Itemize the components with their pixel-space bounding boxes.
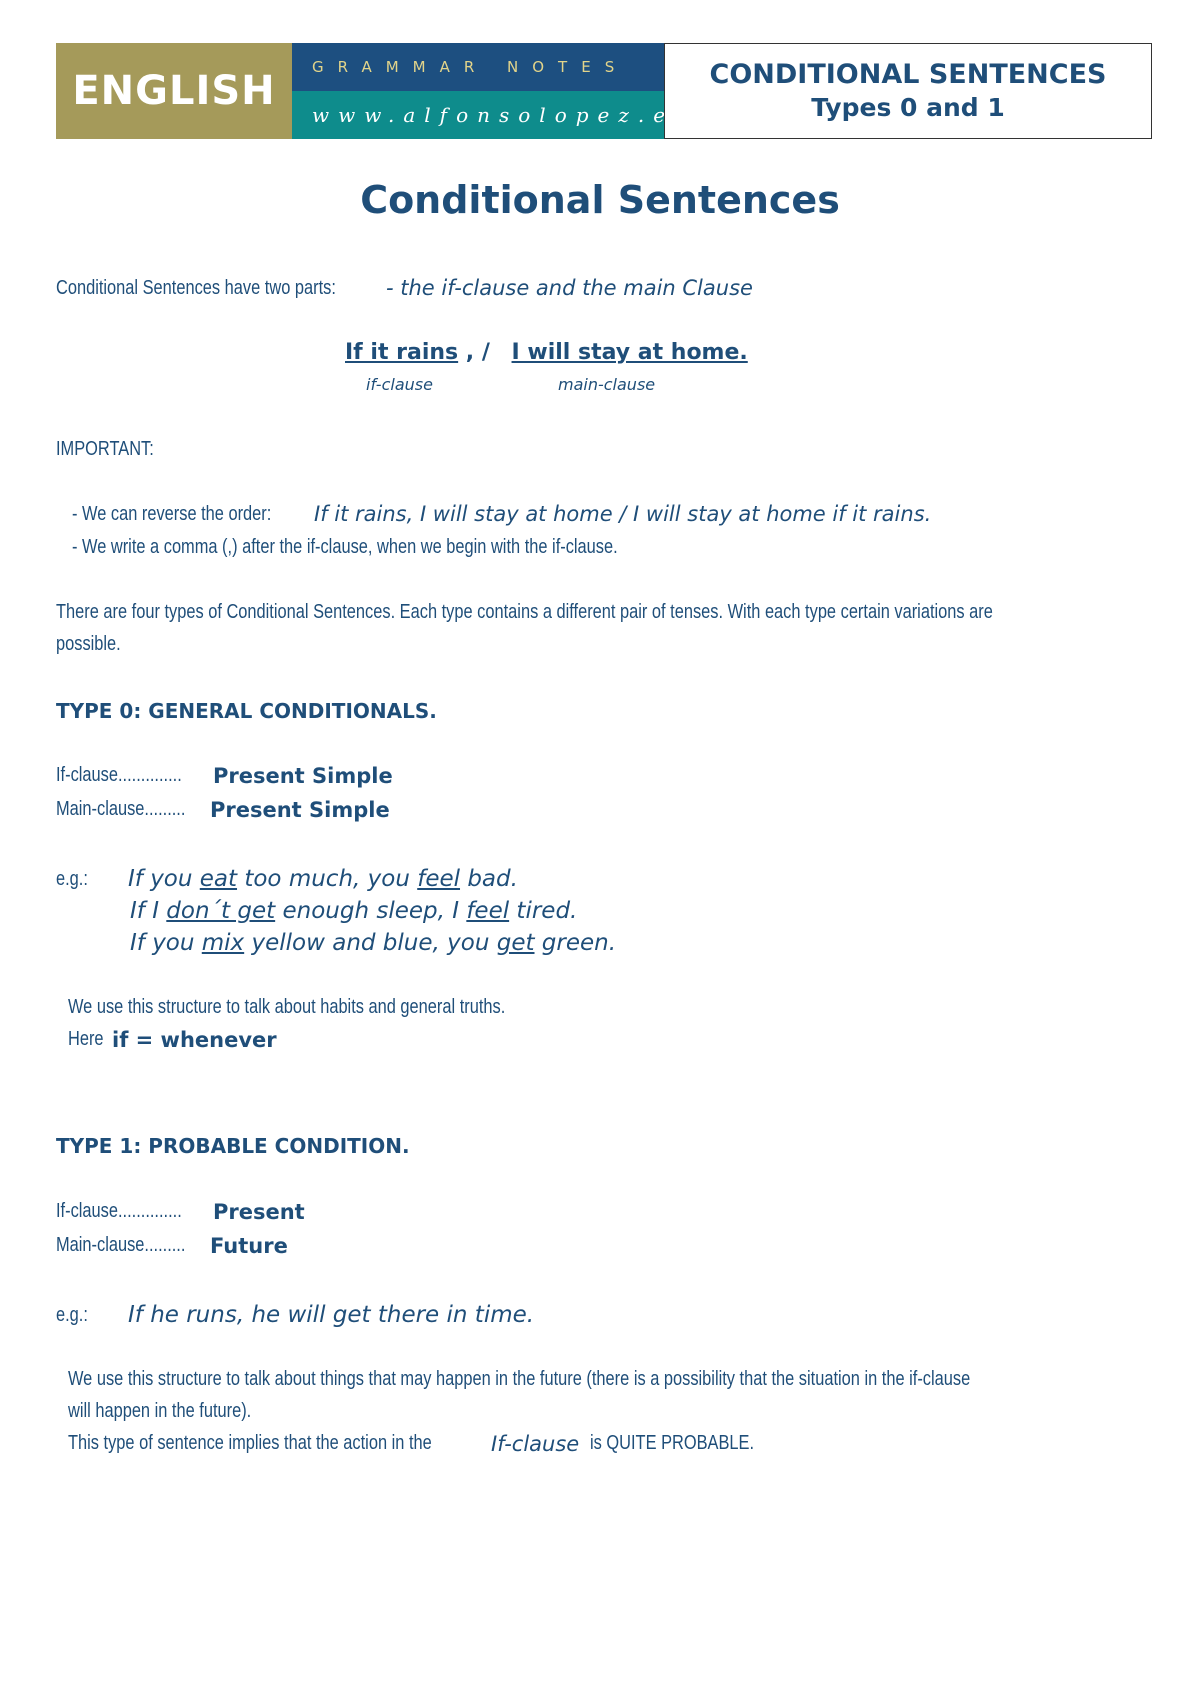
type0-eg-label: e.g.: (56, 868, 88, 890)
types-intro-line1: There are four types of Conditional Sentences. Each type contains a different pair of tenses. With each type certain variations are (56, 601, 993, 623)
ex-text: yellow and blue, you (244, 930, 497, 956)
header-english-label: ENGLISH (72, 68, 276, 114)
important-line2: - We write a comma (,) after the if-clause, when we begin with the if-clause. (72, 536, 618, 558)
important-label: IMPORTANT: (56, 438, 154, 460)
type1-main-row (56, 1234, 214, 1257)
type0-main-row (56, 798, 214, 821)
type0-heading: TYPE 0: GENERAL CONDITIONALS. (56, 699, 437, 723)
types-intro-line2: possible. (56, 633, 121, 655)
header-topic-box (664, 43, 1152, 139)
type0-here-bold: if = whenever (112, 1028, 277, 1052)
ex-verb: get (496, 930, 535, 956)
ex-text: If you (128, 866, 200, 892)
ex-text: too much, you (237, 866, 418, 892)
type0-example-3 (130, 930, 616, 956)
intro-parts: - the if-clause and the main Clause (386, 276, 753, 300)
type0-here-prefix: Here (68, 1028, 104, 1050)
example-main-label: main-clause (558, 375, 656, 394)
type0-main-tense: Present Simple (210, 798, 390, 822)
example-separator: , / (458, 340, 490, 365)
ex-verb: feel (417, 866, 461, 892)
ex-text: bad. (460, 866, 518, 892)
ex-verb: don´t get (166, 898, 276, 924)
ex-text: tired. (509, 898, 578, 924)
header-english-block (56, 43, 292, 139)
ex-text: green. (534, 930, 617, 956)
example-if-label: if-clause (366, 375, 433, 394)
important-line1-example: If it rains, I will stay at home / I will stay at home if it rains. (314, 502, 932, 526)
type1-main-label: Main-clause......... (56, 1234, 186, 1256)
ex-text: If I (130, 898, 167, 924)
header-grammar-notes-label: GRAMMAR NOTES (312, 58, 629, 76)
type1-usage3-pre: This type of sentence implies that the action in the (68, 1432, 432, 1454)
type0-example-1 (128, 866, 518, 892)
example-if-part: If it rains (345, 340, 459, 365)
ex-verb: feel (466, 898, 510, 924)
header-website-label: www.alfonsolopez.es (312, 103, 694, 127)
type0-example-2 (130, 898, 577, 924)
example-sentence (345, 340, 748, 365)
ex-verb: eat (199, 866, 238, 892)
type0-main-label: Main-clause......... (56, 798, 186, 820)
important-line1-text: - We can reverse the order: (72, 503, 272, 525)
intro-text: Conditional Sentences have two parts: (56, 277, 336, 299)
example-main-part: I will stay at home. (511, 340, 748, 365)
ex-text: If you (130, 930, 202, 956)
type1-if-row (56, 1200, 209, 1223)
type1-heading: TYPE 1: PROBABLE CONDITION. (56, 1134, 410, 1158)
header-grammar-notes (292, 43, 664, 91)
type1-usage-line1: We use this structure to talk about things that may happen in the future (there is a possibility that the situation in the if-clause (68, 1368, 971, 1390)
type1-main-tense: Future (210, 1234, 288, 1258)
header-website (292, 91, 694, 139)
header-topic-line2: Types 0 and 1 (811, 93, 1005, 122)
type1-usage3-post: is QUITE PROBABLE. (590, 1432, 755, 1454)
type0-if-label: If-clause.............. (56, 764, 182, 786)
type1-usage-line3 (68, 1432, 512, 1455)
type0-here-row (68, 1028, 111, 1051)
type0-if-tense: Present Simple (213, 764, 393, 788)
type1-if-tense: Present (213, 1200, 305, 1224)
type1-usage3-post-row (590, 1432, 790, 1455)
type0-usage: We use this structure to talk about habits and general truths. (68, 996, 506, 1018)
type1-usage3-ital: If-clause (491, 1432, 580, 1456)
type1-example-1: If he runs, he will get there in time. (128, 1302, 535, 1328)
type1-eg-label: e.g.: (56, 1304, 88, 1326)
type0-if-row (56, 764, 209, 787)
type1-usage-line2: will happen in the future). (68, 1400, 252, 1422)
ex-verb: mix (201, 930, 245, 956)
page-title: Conditional Sentences (360, 178, 840, 222)
ex-text: enough sleep, I (275, 898, 467, 924)
header-topic-line1: CONDITIONAL SENTENCES (709, 59, 1107, 90)
type1-if-label: If-clause.............. (56, 1200, 182, 1222)
